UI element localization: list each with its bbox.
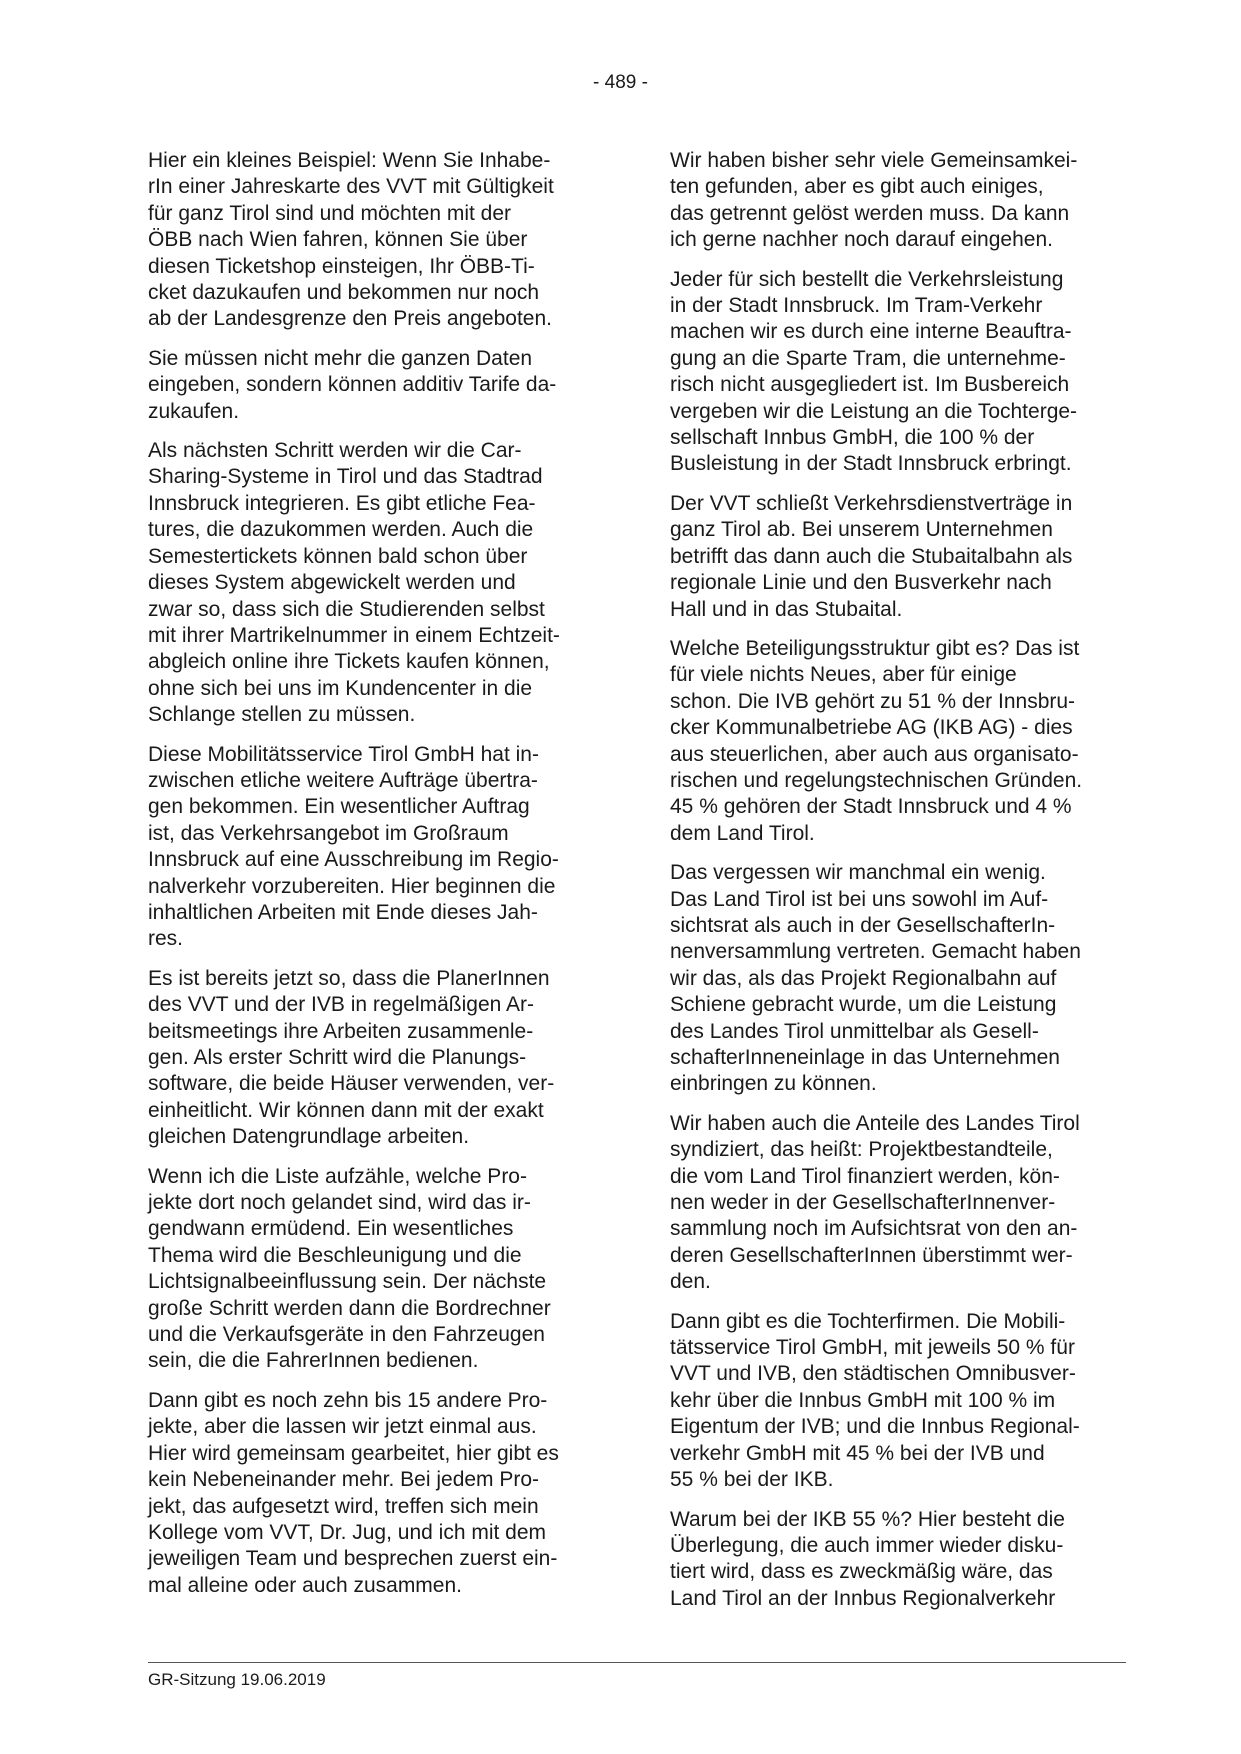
paragraph: Als nächsten Schritt werden wir die Car- Sharing-Systeme in Tirol und das Stadtrad Innsbruck integrieren. Es gibt etliche Fea- tures, die dazukommen werden. Auch die Semestertickets können bald schon über dieses System abgewickelt werden und zwar so, dass sich die Studierenden selbst mit ihrer Martrikelnummer in einem Echtzeit- abgleich online ihre Tickets kaufen können, ohne sich bei uns im Kundencenter in die Schlange stellen zu müssen. (148, 439, 560, 727)
paragraph: Dann gibt es noch zehn bis 15 andere Pro- jekte, aber die lassen wir jetzt einmal aus. Hier wird gemeinsam gearbeitet, hier gibt es kein Nebeneinander mehr. Bei jedem Pro- jekt, das aufgesetzt wird, treffen sich mein Kollege vom VVT, Dr. Jug, und ich mit dem jeweiligen Team und besprechen zuerst ein- mal alleine oder auch zusammen. (148, 1388, 559, 1597)
paragraph: Jeder für sich bestellt die Verkehrsleistung in der Stadt Innsbruck. Im Tram-Verkehr machen wir es durch eine interne Beauftra- gung an die Sparte Tram, die unternehme- risch nicht ausgegliedert ist. Im Busbereich vergeben wir die Leistung an die Tochterge- sellschaft Innbus GmbH, die 100 % der Busleistung in der Stadt Innsbruck erbringt. (670, 267, 1078, 476)
page-number: - 489 - (593, 72, 648, 93)
left-column (148, 148, 603, 1612)
paragraph: Es ist bereits jetzt so, dass die PlanerInnen des VVT und der IVB in regelmäßigen Ar- beitsmeetings ihre Arbeiten zusammenle- gen. Als erster Schritt wird die Planungs- software, die beide Häuser verwenden, ver- einheitlicht. Wir können dann mit der exakt gleichen Datengrundlage arbeiten. (148, 966, 555, 1149)
paragraph: Das vergessen wir manchmal ein wenig. Das Land Tirol ist bei uns sowohl im Auf- sichtsrat als auch in der GesellschafterIn- nenversammlung vertreten. Gemacht haben wir das, als das Projekt Regionalbahn auf Schiene gebracht wurde, um die Leistung des Landes Tirol unmittelbar als Gesell- schafterInneneinlage in das Unternehmen einbringen zu können. (670, 861, 1081, 1096)
paragraph: Diese Mobilitätsservice Tirol GmbH hat in- zwischen etliche weitere Aufträge übertra- gen bekommen. Ein wesentlicher Auftrag ist, das Verkehrsangebot im Großraum Innsbruck auf eine Ausschreibung im Regio- nalverkehr vorzubereiten. Hier beginnen die inhaltlichen Arbeiten mit Ende dieses Jah- res. (148, 742, 559, 951)
paragraph: Sie müssen nicht mehr die ganzen Daten eingeben, sondern können additiv Tarife da- zukaufen. (148, 346, 557, 423)
paragraph: Wenn ich die Liste aufzähle, welche Pro- jekte dort noch gelandet sind, wird das ir- gendwann ermüdend. Ein wesentliches Thema wird die Beschleunigung und die Lichtsignalbeeinflussung sein. Der nächste große Schritt werden dann die Bordrechner und die Verkaufsgeräte in den Fahrzeugen sein, die die FahrerInnen bedienen. (148, 1164, 551, 1373)
right-column (670, 148, 1125, 1625)
footer-session-date: GR-Sitzung 19.06.2019 (148, 1670, 326, 1689)
paragraph: Wir haben auch die Anteile des Landes Tirol syndiziert, das heißt: Projektbestandteile, die vom Land Tirol finanziert werden, kön- nen weder in der GesellschafterInnenver- sammlung noch im Aufsichtsrat von den an- deren GesellschafterInnen überstimmt wer- den. (670, 1111, 1080, 1294)
paragraph: Der VVT schließt Verkehrsdienstverträge in ganz Tirol ab. Bei unserem Unternehmen betrifft das dann auch die Stubaitalbahn als regionale Linie und den Busverkehr nach Hall und in das Stubaital. (670, 491, 1073, 621)
paragraph: Dann gibt es die Tochterfirmen. Die Mobili- tätsservice Tirol GmbH, mit jeweils 50 % für VVT und IVB, den städtischen Omnibusver- kehr über die Innbus GmbH mit 100 % im Eigentum der IVB; und die Innbus Regional- verkehr GmbH mit 45 % bei der IVB und 55 % bei der IKB. (670, 1309, 1080, 1492)
paragraph: Warum bei der IKB 55 %? Hier besteht die Überlegung, die auch immer wieder disku- tiert wird, dass es zweckmäßig wäre, das Land Tirol an der Innbus Regionalverkehr (670, 1507, 1065, 1610)
footer-divider (148, 1662, 1126, 1663)
paragraph: Welche Beteiligungsstruktur gibt es? Das ist für viele nichts Neues, aber für einige schon. Die IVB gehört zu 51 % der Innsbru- cker Kommunalbetriebe AG (IKB AG) - dies aus steuerlichen, aber auch aus organisato- rischen und regelungstechnischen Gründen. 45 % gehören der Stadt Innsbruck und 4 % dem Land Tirol. (670, 636, 1083, 845)
paragraph: Hier ein kleines Beispiel: Wenn Sie Inhabe- rIn einer Jahreskarte des VVT mit Gültigkeit für ganz Tirol sind und möchten mit der ÖBB nach Wien fahren, können Sie über diesen Ticketshop einsteigen, Ihr ÖBB-Ti- cket dazukaufen und bekommen nur noch ab der Landesgrenze den Preis angeboten. (148, 149, 554, 331)
paragraph: Wir haben bisher sehr viele Gemeinsamkei- ten gefunden, aber es gibt auch einiges, das getrennt gelöst werden muss. Da kann ich gerne nachher noch darauf eingehen. (670, 149, 1078, 252)
